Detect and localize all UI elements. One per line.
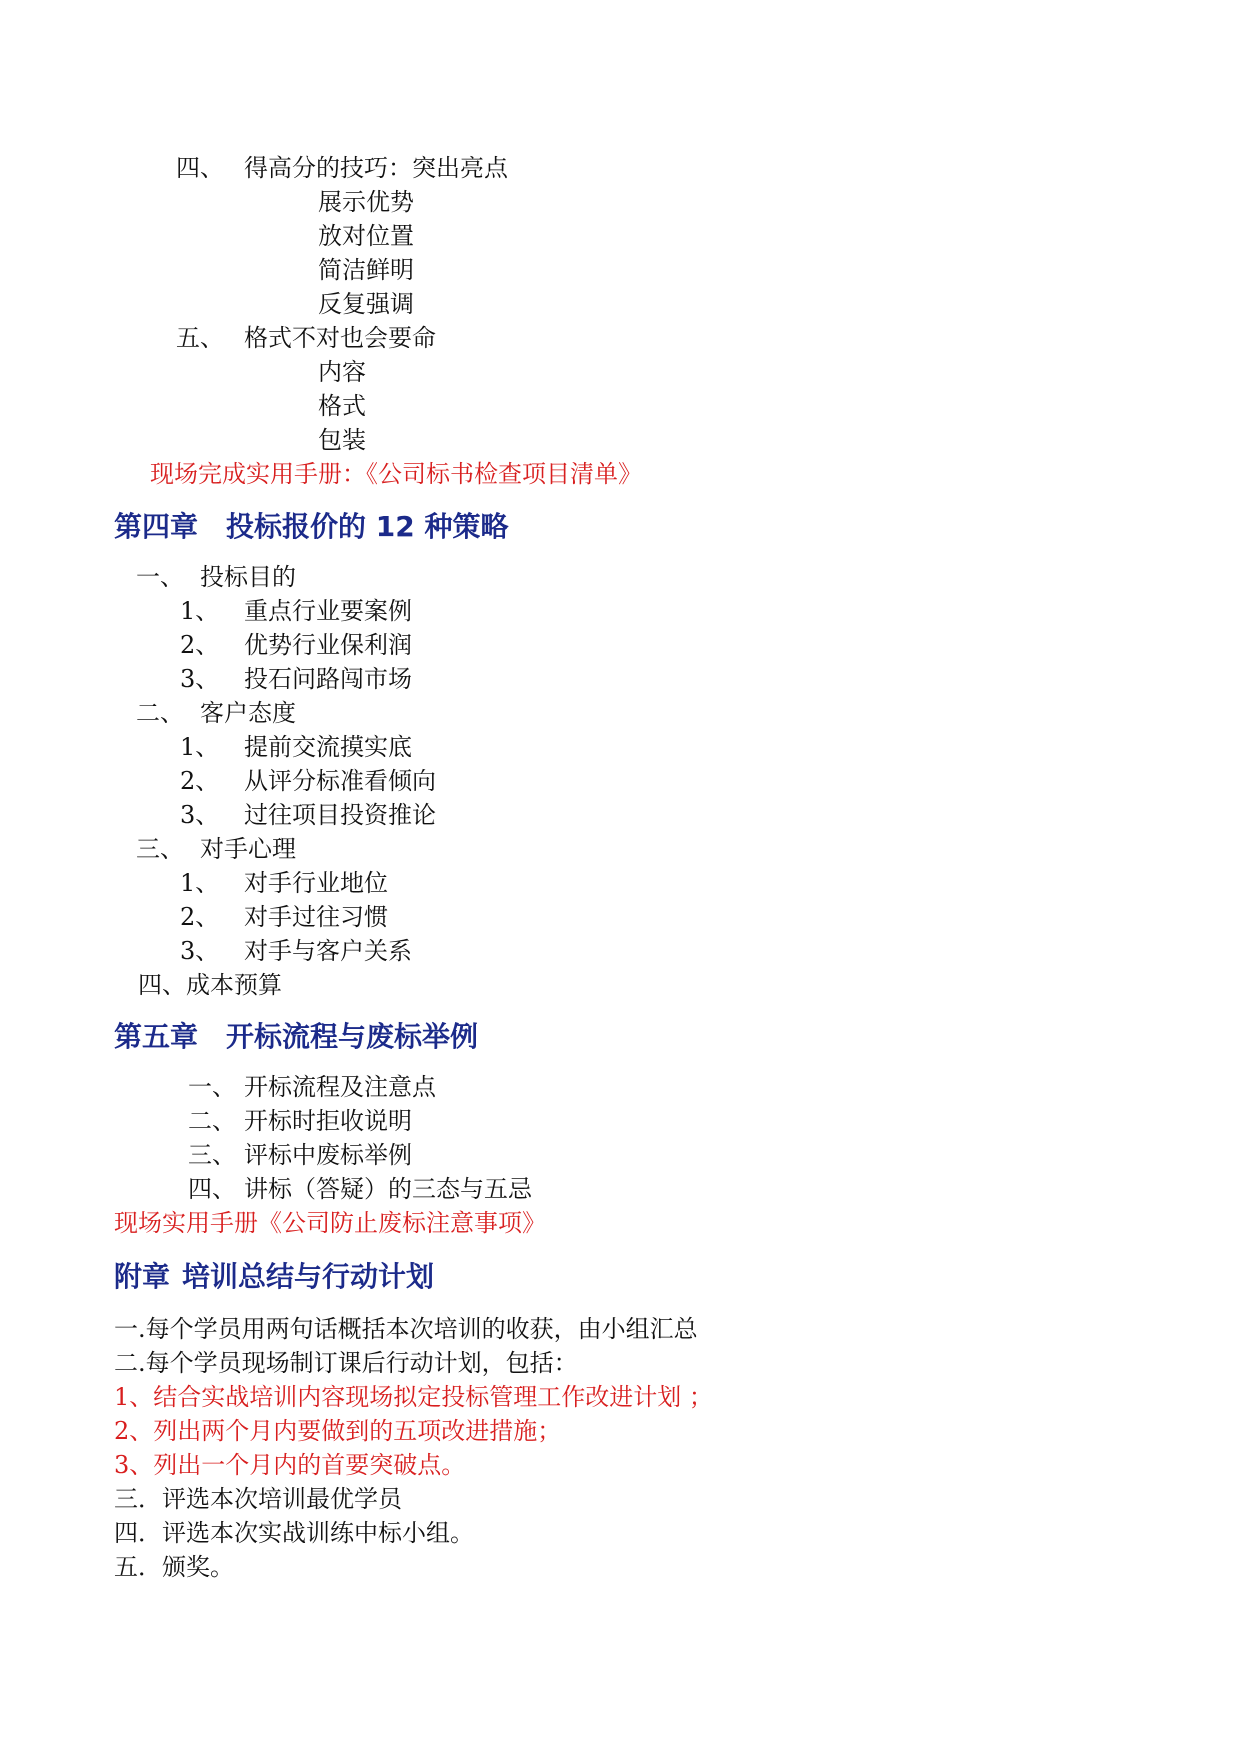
chapter-heading <box>114 1258 434 1296</box>
sub-number: 3、 <box>180 665 220 693</box>
action-item: 2、列出两个月内要做到的五项改进措施； <box>114 1417 562 1445</box>
chapter-title: 投标报价的 12 种策略 <box>226 510 509 543</box>
item-text: 开标时拒收说明 <box>244 1107 412 1135</box>
handbook-note: 现场实用手册《公司防止废标注意事项》 <box>114 1209 546 1237</box>
sub-item: 简洁鲜明 <box>318 256 414 284</box>
sub-number: 3、 <box>180 801 220 829</box>
sub-item: 展示优势 <box>318 188 414 216</box>
sub-item: 内容 <box>318 358 366 386</box>
sub-item: 过往项目投资推论 <box>244 801 436 829</box>
sub-number: 2、 <box>180 767 220 795</box>
sub-item: 格式 <box>318 392 366 420</box>
summary-line: 二.每个学员现场制订课后行动计划，包括： <box>114 1349 578 1377</box>
section-title: 客户态度 <box>200 699 296 727</box>
chapter-title: 培训总结与行动计划 <box>182 1260 435 1293</box>
action-item: 3、列出一个月内的首要突破点。 <box>114 1451 466 1479</box>
item-number: 四、 <box>188 1175 236 1203</box>
summary-line: 四．评选本次实战训练中标小组。 <box>114 1519 474 1547</box>
sub-number: 3、 <box>180 937 220 965</box>
chapter-heading <box>114 1018 478 1056</box>
sub-item: 对手过往习惯 <box>244 903 388 931</box>
handbook-note: 现场完成实用手册：《公司标书检查项目清单》 <box>150 460 642 488</box>
item-title: 得高分的技巧：突出亮点 <box>244 154 508 182</box>
sub-item: 对手与客户关系 <box>244 937 412 965</box>
sub-number: 2、 <box>180 903 220 931</box>
sub-number: 1、 <box>180 869 220 897</box>
item-title: 格式不对也会要命 <box>244 324 436 352</box>
item-text: 开标流程及注意点 <box>244 1073 436 1101</box>
sub-number: 2、 <box>180 631 220 659</box>
summary-line: 五．颁奖。 <box>114 1553 234 1581</box>
section-title: 对手心理 <box>200 835 296 863</box>
item-text: 评标中废标举例 <box>244 1141 412 1169</box>
chapter-label: 附章 <box>114 1260 171 1293</box>
item-number: 一、 <box>188 1073 236 1101</box>
sub-item: 提前交流摸实底 <box>244 733 412 761</box>
item-number: 四、 <box>176 154 224 182</box>
sub-number: 1、 <box>180 597 220 625</box>
section-number: 三、 <box>136 835 184 863</box>
section-title: 投标目的 <box>200 563 296 591</box>
chapter-label: 第五章 <box>114 1020 199 1053</box>
sub-item: 包装 <box>318 426 366 454</box>
item-text: 讲标（答疑）的三态与五忌 <box>244 1175 532 1203</box>
sub-item: 反复强调 <box>318 290 414 318</box>
item-number: 二、 <box>188 1107 236 1135</box>
summary-line: 三．评选本次培训最优学员 <box>114 1485 402 1513</box>
section-item: 四、成本预算 <box>138 971 282 999</box>
sub-number: 1、 <box>180 733 220 761</box>
sub-item: 放对位置 <box>318 222 414 250</box>
section-number: 一、 <box>136 563 184 591</box>
item-number: 五、 <box>176 324 224 352</box>
chapter-title: 开标流程与废标举例 <box>226 1020 479 1053</box>
chapter-heading <box>114 508 508 546</box>
sub-item: 优势行业保利润 <box>244 631 412 659</box>
sub-item: 重点行业要案例 <box>244 597 412 625</box>
summary-line: 一.每个学员用两句话概括本次培训的收获，由小组汇总 <box>114 1315 698 1343</box>
sub-item: 投石问路闯市场 <box>244 665 412 693</box>
sub-item: 从评分标准看倾向 <box>244 767 436 795</box>
item-number: 三、 <box>188 1141 236 1169</box>
action-item: 1、结合实战培训内容现场拟定投标管理工作改进计划 ； <box>114 1383 713 1411</box>
sub-item: 对手行业地位 <box>244 869 388 897</box>
section-number: 二、 <box>136 699 184 727</box>
chapter-label: 第四章 <box>114 510 199 543</box>
